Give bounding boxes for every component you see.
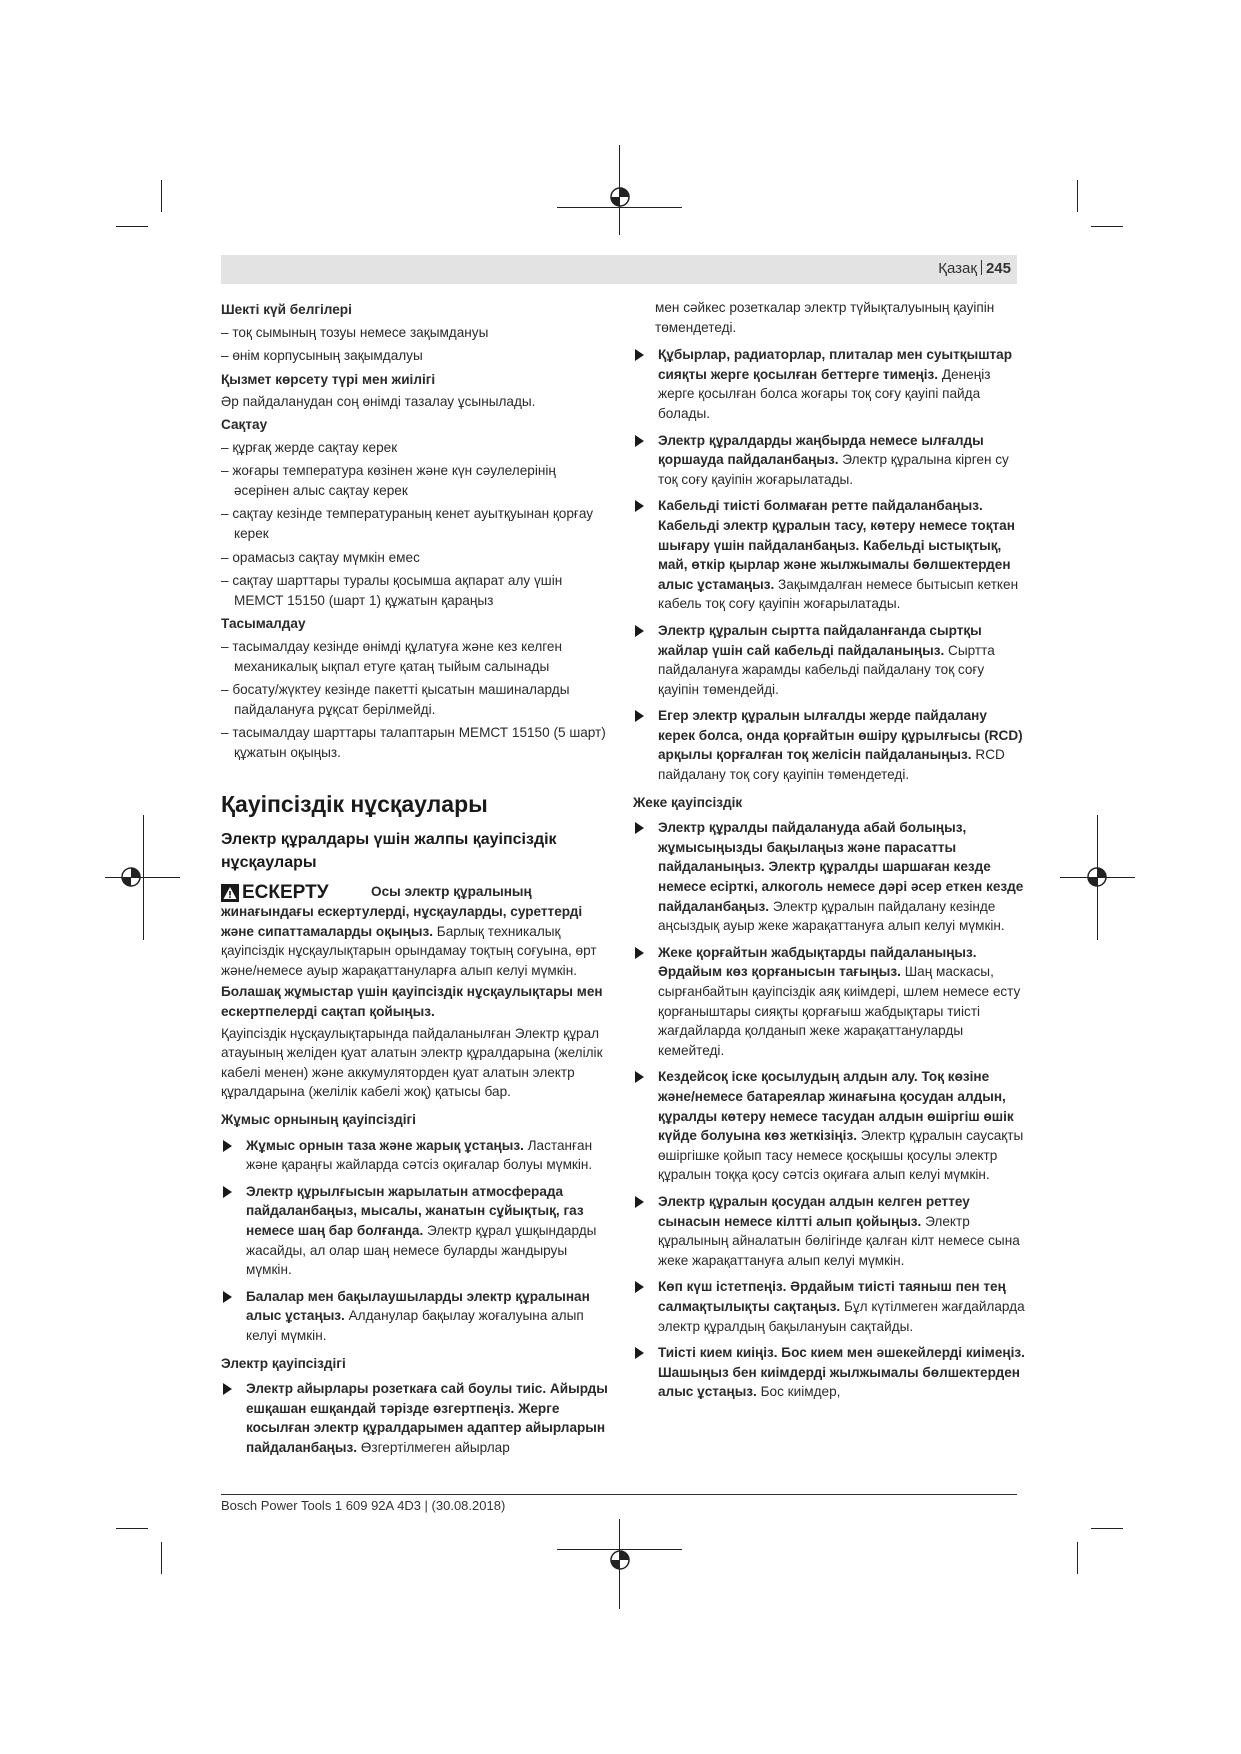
bullet-item: Электр құралдарды жаңбырда немесе ылғалды қоршауда пайдаланбаңыз. Электр құралына кірген су тоқ соғу қауіпін жоғарылатады. [633, 431, 1025, 490]
crop-mark [116, 226, 148, 227]
list-item: – құрғақ жерде сақтау керек [221, 439, 398, 455]
list-item: – босату/жүктеу кезінде пакетті қысатын машиналарды пайдалануға рұқсат берілмейді. [221, 682, 570, 717]
bullet-item: Жұмыс орнын таза және жарық ұстаңыз. Ластанған және қараңғы жайларда сәтсіз оқиғалар болуы мүмкін. [221, 1136, 609, 1175]
list-item: – тасымалдау шарттары талаптарын МЕМСТ 15150 (5 шарт) құжатын оқыңыз. [221, 725, 606, 760]
crop-mark [1091, 226, 1123, 227]
registration-target-icon [118, 864, 144, 890]
crop-mark [161, 1542, 162, 1574]
warning-bold: Осы электр құралының жинағындағы ескертулерді, нұсқауларды, суреттерді және сипаттамаларды оқыңыз. [221, 884, 583, 939]
list-item: – тасымалдау кезінде өнімді құлатуға және кез келген механикалық ықпал етуге қатаң тыйым салынады [221, 638, 562, 674]
crop-mark [116, 1528, 148, 1529]
bullet-item: Егер электр құралын ылғалды жерде пайдалану керек болса, онда қорғайтын өшіру құрылғысы (RCD) арқылы қорғалған тоқ желісін пайдаланыңыз. RCD пайдалану тоқ соғу қауіпін төмендетеді. [633, 706, 1025, 784]
registration-target-icon [607, 1547, 633, 1573]
section-title-safety: Қауіпсіздік нұсқаулары [221, 791, 488, 818]
footer-divider [221, 1494, 1017, 1495]
bullet-item: Электр құралын сыртта пайдаланғанда сыртқы жайлар үшін сай кабельді пайдаланыңыз. Сыртта пайдалануға жарамды кабельді пайдалану тоқ соғу қауіпін төмендейді. [633, 621, 1025, 699]
bullet-item: Жеке қорғайтын жабдықтарды пайдаланыңыз. Әрдайым көз қорғанысын тағыңыз. Шаң маскасы, сырғанбайтын қауіпсіздік аяқ киімдері, шлем немесе есту қорғаныштары сияқты қорғағыш жабдықтары тиісті жағдайларда қолданып жеке жарақаттануларды кемейтеді. [633, 943, 1025, 1061]
section-heading-electric: Электр қауіпсіздігі [221, 1355, 346, 1371]
bullet-item: Көп күш істетпеңіз. Әрдайым тиісті таяныш пен тең салмақтылықты сақтаңыз. Бұл күтілмеген жағдайларда электр құралдың бақылануын сақтайды. [633, 1277, 1025, 1336]
warning-label-text: ЕСКЕРТУ [242, 882, 329, 904]
bullet-item: Электр құрылғысын жарылатын атмосферада пайдаланбаңыз, мысалы, жанатын сұйықтық, газ немесе шаң бар болғанда. Электр құрал ұшқындарды жасайды, ал олар шаң немесе буларды жандыруы мүмкін. [221, 1182, 609, 1280]
list-item: – тоқ сымының тозуы немесе зақымдануы [221, 324, 489, 340]
subsection-title-general: Электр құралдары үшін жалпы қауіпсіздік нұсқаулары [221, 831, 557, 872]
header-language: Қазақ [938, 260, 977, 277]
section-heading-work-area: Жұмыс орнының қауіпсіздігі [221, 1112, 416, 1127]
bullet-item: Электр құралды пайдалануда абай болыңыз, жұмысыңызды бақылаңыз және парасатты пайдаланыңыз. Электр құралды шаршаған кезде немесе есірткі, алкоголь немесе дәрі әсер еткен кезде пайдаланбаңыз. Электр құралын пайдалану кезінде аңсыздық ауыр жеке жарақаттануға алып келуі мүмкін. [633, 818, 1025, 936]
registration-target-icon [607, 184, 633, 210]
list-item: – жоғары температура көзінен және күн сәулелерінің әсерінен алыс сақтау керек [221, 463, 556, 498]
service-text: Әр пайдаланудан соң өнімді тазалау ұсынылады. [221, 394, 536, 410]
bullet-item: Балалар мен бақылаушыларды электр құралынан алыс ұстаңыз. Алданулар бақылау жоғалуына алып келуі мүмкін. [221, 1287, 609, 1346]
crop-mark [1077, 1542, 1078, 1574]
bullet-item: Электр құралын қосудан алдын келген реттеу сынасын немесе кілтті алып қойыңыз. Электр құралының айналатын бөлігінде қалған кілт немесе сына жеке жарақаттануға алып келуі мүмкін. [633, 1192, 1025, 1270]
crop-mark [1091, 1528, 1123, 1529]
bullet-item: Кабельді тиісті болмаған ретте пайдаланбаңыз. Кабельді электр құралын тасу, көтеру немесе тоқтан шығару үшін пайдаланбаңыз. Кабельді ыстықтық, май, өткір қырлар және жылжымалы бөлшектерден алыс ұстамаңыз. Зақымдалған немесе бытысып кеткен кабель тоқ соғу қауіпін жоғарылатады. [633, 496, 1025, 614]
list-item: – өнім корпусының зақымдалуы [221, 348, 423, 364]
right-column [633, 298, 1025, 1409]
keep-instructions: Болашақ жұмыстар үшін қауіпсіздік нұсқаулықтары мен ескертпелерді сақтап қойыңыз. [221, 984, 603, 1020]
page-number: 245 [985, 260, 1011, 277]
list-item: – сақтау шарттары туралы қосымша ақпарат алу үшін МЕМСТ 15150 (шарт 1) құжатын қараңыз [221, 573, 563, 608]
section-heading-personal: Жеке қауіпсіздік [633, 794, 743, 810]
bullet-item: Тиісті кием киіңіз. Бос кием мен әшекейлерді киімеңіз. Шашыңыз бен киімдерді жылжымалы бөлшектерден алыс ұстаңыз. Бос киімдер, [633, 1343, 1025, 1402]
left-column [221, 297, 609, 1465]
page-header [221, 255, 1017, 284]
list-item: – сақтау кезінде температураның кенет ауытқуынан қорғау керек [221, 506, 594, 541]
section-heading-service: Қызмет көрсету түрі мен жиілігі [221, 371, 436, 387]
crop-mark [161, 180, 162, 212]
section-heading-damage: Шекті күй белгілері [221, 302, 352, 317]
warning-rest: Барлық техникалық қауіпсіздік нұсқаулықтарын орындамау тоқтың соғуына, өрт және/немесе ауыр жарақаттануларға алып келуі мүмкін. [221, 923, 597, 978]
term-text: Қауіпсіздік нұсқаулықтарында пайдаланылған Электр құрал атауының желіден қуат алатын электр құралдарына (желілік кабелі менен) және аккумуляторден қуат алатын электр құралдарына (желілік кабелі жоқ) қатысы бар. [221, 1025, 603, 1100]
list-item: – орамасыз сақтау мүмкін емес [221, 549, 420, 565]
crop-mark [1077, 180, 1078, 212]
registration-target-icon [1084, 864, 1110, 890]
bullet-item: Кездейсоқ іске қосылудың алдын алу. Тоқ көзіне және/немесе батареялар жинағына қосудан алдын, құралды көтеру немесе тасудан алдын өшіргіш өшік күйде болуына көз жеткізіңіз. Электр құралын саусақты өшіргішке қойып тасу немесе қосқышы қосулы электр құралын тоққа қосу сәтсіз оқиғаға алып келуі мүмкін. [633, 1067, 1025, 1185]
section-heading-storage: Сақтау [221, 416, 268, 432]
bullet-item: Құбырлар, радиаторлар, плиталар мен суытқыштар сияқты жерге қосылған беттерге тимеңіз. Денеңіз жерге қосылған болса жоғары тоқ соғу қауіпі пайда болады. [633, 345, 1025, 423]
warning-triangle-icon [221, 884, 239, 902]
continuation-text: мен сәйкес розеткалар электр түйықталуының қауіпін төмендетеді. [655, 300, 995, 335]
bullet-item: Электр айырлары розеткаға сай боулы тиіс. Айырды ешқашан ешқандай тәрізде өзгертпеңіз. Жерге косылған электр құралдарымен адаптер айырларын пайдаланбаңыз. Өзгертілмеген айырлар [221, 1379, 609, 1457]
footer-text: Bosch Power Tools 1 609 92A 4D3 | (30.08.2018) [221, 1498, 506, 1513]
section-heading-transport: Тасымалдау [221, 616, 306, 632]
header-label [938, 260, 1011, 277]
